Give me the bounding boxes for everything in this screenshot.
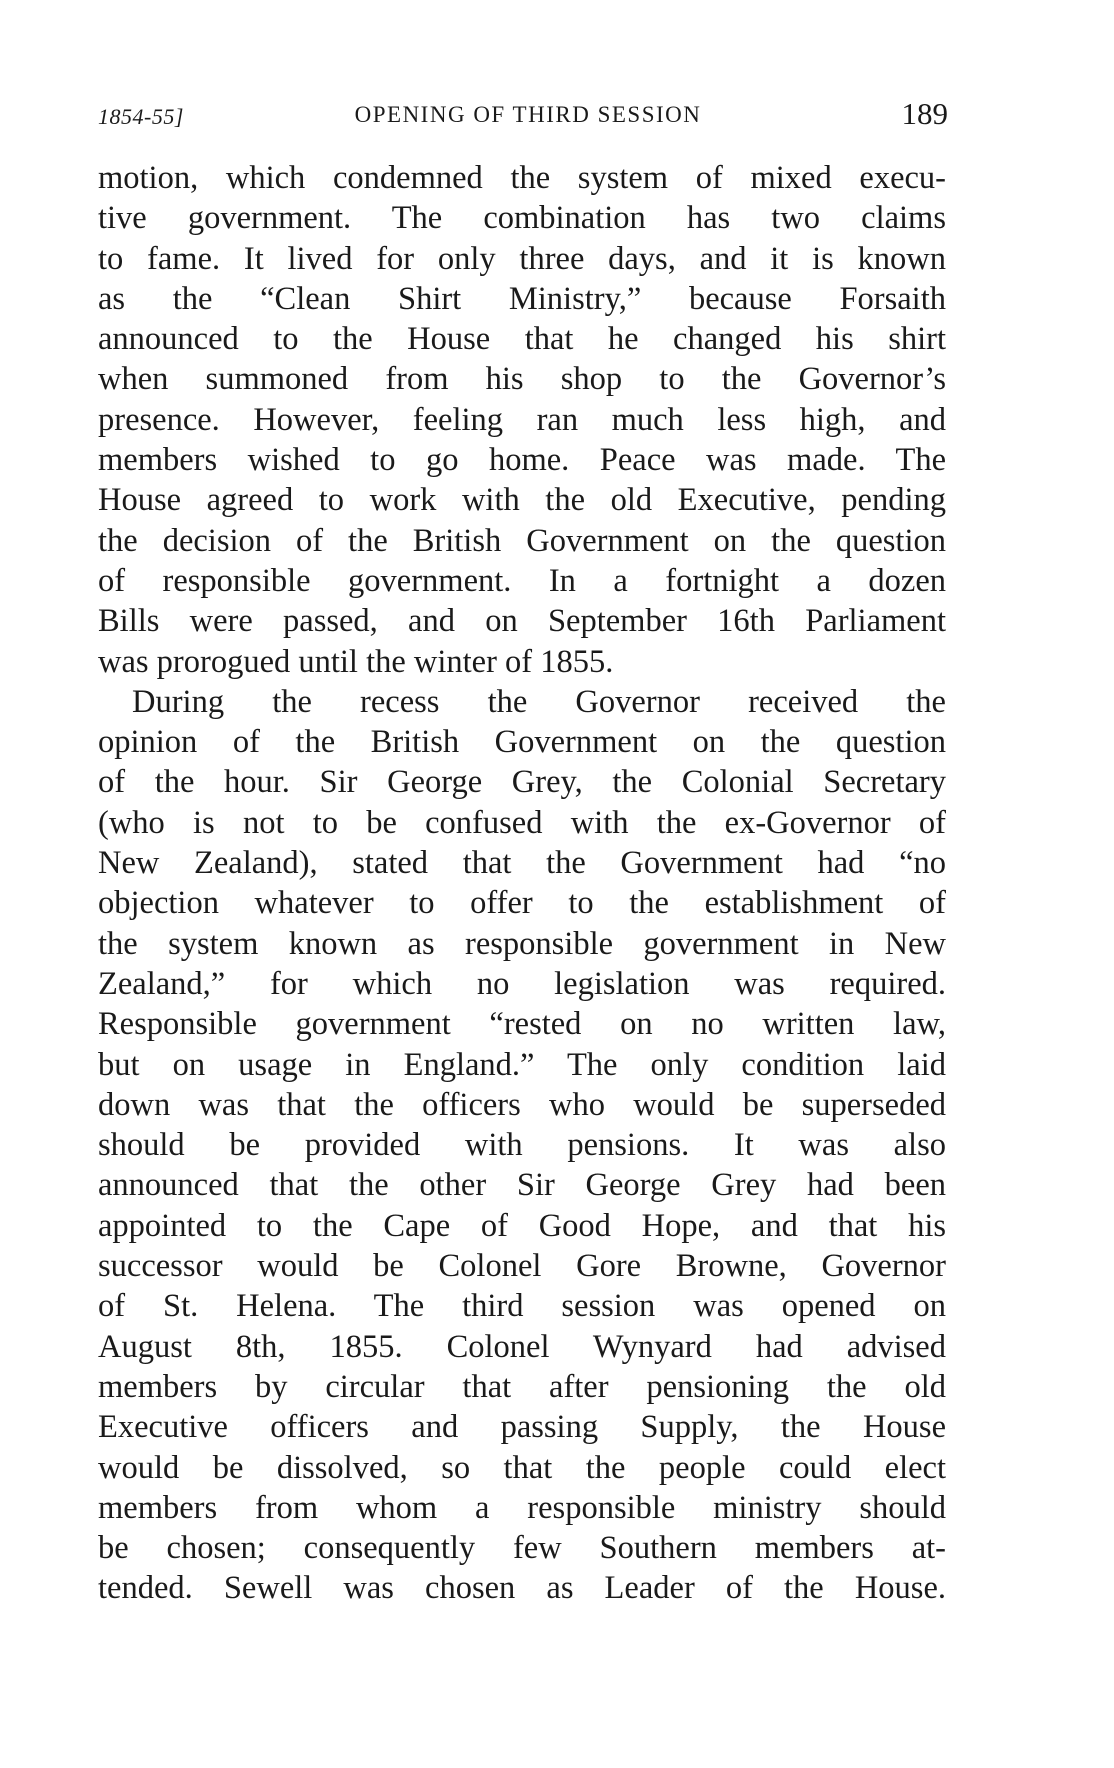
text-line: Zealand,” for which no legislation was required.: [98, 965, 946, 1002]
text-line: to fame. It lived for only three days, and it is known: [98, 240, 946, 277]
text-line: members from whom a responsible ministry should: [98, 1489, 946, 1526]
text-line: the decision of the British Government on the question: [98, 522, 946, 559]
text-line: successor would be Colonel Gore Browne, Governor: [98, 1248, 946, 1285]
text-line: announced that the other Sir George Grey had been: [98, 1167, 946, 1204]
text-line: members by circular that after pensioning the old: [98, 1368, 946, 1405]
text-line: of the hour. Sir George Grey, the Colonial Secretary: [98, 764, 946, 801]
page-number: 189: [901, 96, 948, 131]
text-line: would be dissolved, so that the people could elect: [98, 1449, 946, 1486]
text-line: Responsible government “rested on no written law,: [98, 1006, 946, 1043]
text-line: motion, which condemned the system of mixed execu-: [98, 160, 946, 196]
text-line: During the recess the Governor received the: [132, 683, 946, 720]
text-line: be chosen; consequently few Southern members at-: [98, 1530, 946, 1567]
text-line: members wished to go home. Peace was made. The: [98, 442, 946, 479]
paragraph-2: [98, 682, 946, 1609]
text-line: down was that the officers who would be superseded: [98, 1086, 946, 1123]
text-line: the system known as responsible government in New: [98, 925, 946, 962]
text-line: as the “Clean Shirt Ministry,” because Forsaith: [98, 280, 946, 317]
text-line: Bills were passed, and on September 16th Parliament: [98, 603, 946, 640]
text-line: of responsible government. In a fortnight a dozen: [98, 562, 946, 599]
text-line: (who is not to be confused with the ex-Governor of: [98, 804, 946, 841]
text-line: should be provided with pensions. It was also: [98, 1127, 946, 1164]
header-chapter-title: OPENING OF THIRD SESSION: [354, 102, 702, 127]
text-line: of St. Helena. The third session was opened on: [98, 1288, 946, 1325]
text-line: was prorogued until the winter of 1855.: [98, 643, 614, 680]
paragraph-1: [98, 158, 946, 682]
text-line: objection whatever to offer to the establishment of: [98, 885, 946, 922]
text-line: but on usage in England.” The only condition laid: [98, 1046, 946, 1083]
text-line: when summoned from his shop to the Governor’s: [98, 361, 946, 398]
text-line: August 8th, 1855. Colonel Wynyard had advised: [98, 1328, 946, 1365]
text-line: Executive officers and passing Supply, the House: [98, 1409, 946, 1446]
text-line: appointed to the Cape of Good Hope, and that his: [98, 1207, 946, 1244]
header-date-range: 1854-55]: [98, 104, 184, 129]
text-line: announced to the House that he changed his shirt: [98, 321, 946, 358]
text-line: opinion of the British Government on the question: [98, 724, 946, 761]
running-head: [98, 96, 958, 136]
text-line: tive government. The combination has two claims: [98, 200, 946, 237]
text-line: tended. Sewell was chosen as Leader of the House.: [98, 1570, 946, 1607]
body-text: [98, 158, 946, 1609]
text-line: New Zealand), stated that the Government had “no: [98, 845, 946, 882]
text-line: House agreed to work with the old Executive, pending: [98, 482, 946, 519]
text-line: presence. However, feeling ran much less high, and: [98, 401, 946, 438]
